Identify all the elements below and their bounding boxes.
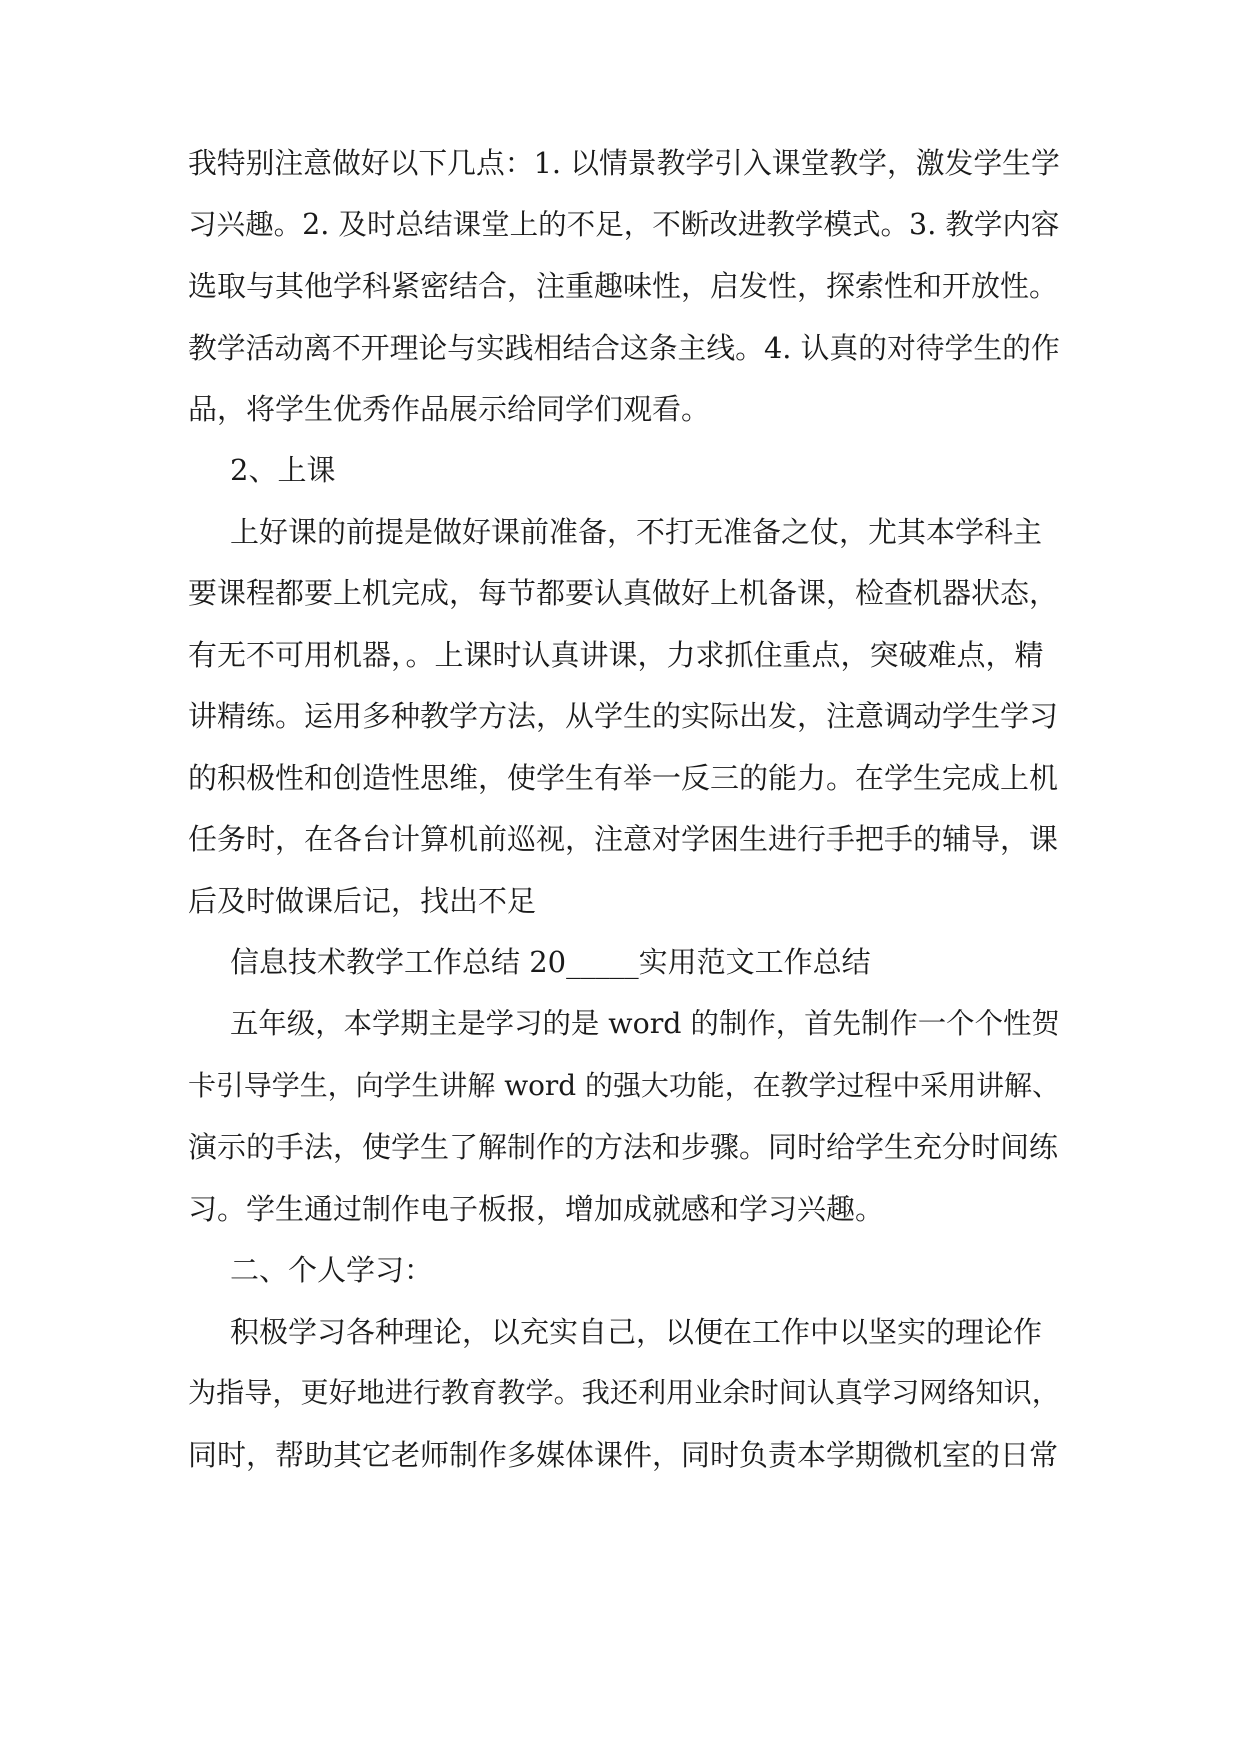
text-line: 教学活动离不开理论与实践相结合这条主线。4. 认真的对待学生的作 xyxy=(188,331,1060,365)
text-line: 同时，帮助其它老师制作多媒体课件，同时负责本学期微机室的日常 xyxy=(188,1438,1059,1472)
text-line: 品，将学生优秀作品展示给同学们观看。 xyxy=(188,392,711,426)
text-line: 卡引导学生，向学生讲解 word 的强大功能，在教学过程中采用讲解、 xyxy=(188,1069,1060,1102)
text-line: 选取与其他学科紧密结合，注重趣味性，启发性，探索性和开放性。 xyxy=(188,269,1059,303)
text-line: 我特别注意做好以下几点：1. 以情景教学引入课堂教学，激发学生学 xyxy=(188,146,1060,180)
text-line: 积极学习各种理论，以充实自己，以便在工作中以坚实的理论作 xyxy=(230,1315,1043,1349)
text-line: 后及时做课后记，找出不足 xyxy=(188,884,537,918)
text-line: 习兴趣。2. 及时总结课堂上的不足，不断改进教学模式。3. 教学内容 xyxy=(188,208,1060,241)
text-line: 习。学生通过制作电子板报，增加成就感和学习兴趣。 xyxy=(188,1192,885,1226)
document-title-line: 信息技术教学工作总结 20_____实用范文工作总结 xyxy=(230,945,871,979)
text-line: 演示的手法，使学生了解制作的方法和步骤。同时给学生充分时间练 xyxy=(188,1130,1059,1164)
text-line: 讲精练。运用多种教学方法，从学生的实际出发，注意调动学生学习 xyxy=(188,699,1059,733)
section-heading: 二、个人学习： xyxy=(230,1253,434,1287)
text-line: 的积极性和创造性思维，使学生有举一反三的能力。在学生完成上机 xyxy=(188,761,1059,795)
section-heading: 2、上课 xyxy=(230,453,336,487)
text-line: 上好课的前提是做好课前准备，不打无准备之仗，尤其本学科主 xyxy=(230,515,1043,549)
text-line: 有无不可用机器，。上课时认真讲课，力求抓住重点，突破难点，精 xyxy=(188,638,1044,672)
text-line: 为指导，更好地进行教育教学。我还利用业余时间认真学习网络知识， xyxy=(188,1376,1060,1409)
text-line: 五年级，本学期主是学习的是 word 的制作，首先制作一个个性贺 xyxy=(230,1007,1060,1040)
text-line: 任务时，在各台计算机前巡视，注意对学困生进行手把手的辅导，课 xyxy=(188,822,1059,856)
text-line: 要课程都要上机完成，每节都要认真做好上机备课，检查机器状态， xyxy=(188,576,1059,610)
